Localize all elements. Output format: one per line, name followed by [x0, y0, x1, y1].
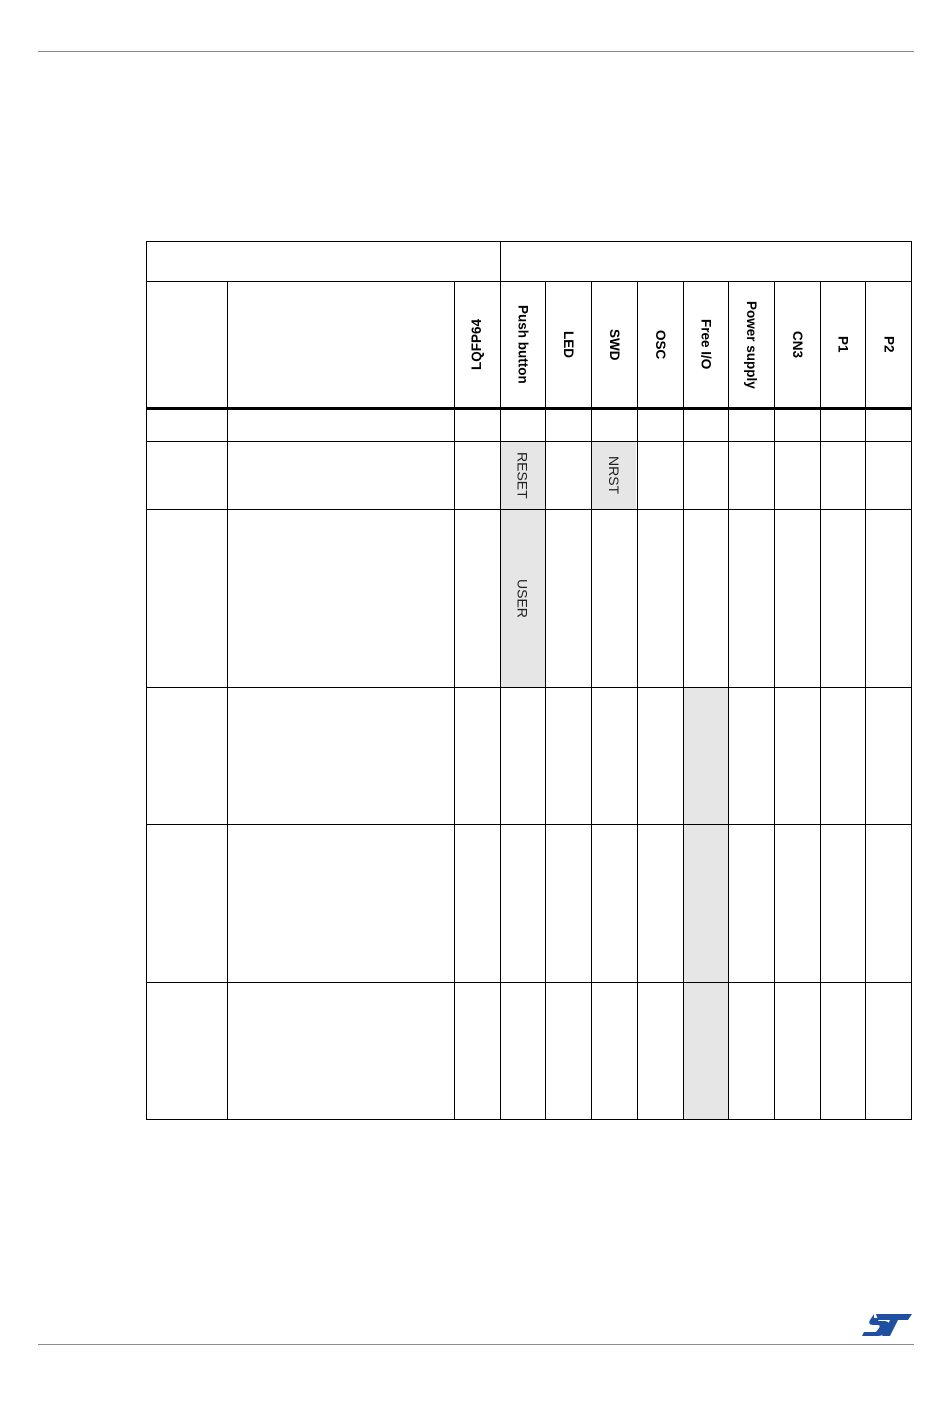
pin-assignment-table	[146, 241, 912, 1120]
column-header-push-button: Push button	[515, 305, 531, 384]
column-header-lqfp64: LQFP64	[469, 318, 485, 370]
header-rule	[38, 51, 914, 52]
footer-rule	[38, 1344, 914, 1345]
cell-user: USER	[514, 578, 531, 618]
st-logo-icon	[862, 1312, 914, 1338]
column-header-power-supply: Power supply	[743, 300, 759, 389]
column-header-p2: P2	[881, 336, 897, 353]
column-header-osc: OSC	[652, 329, 668, 360]
column-header-swd: SWD	[606, 328, 622, 361]
column-header-cn3: CN3	[789, 330, 805, 358]
cell-reset: RESET	[514, 451, 531, 499]
cell-nrst: NRST	[606, 455, 622, 495]
column-header-free-io: Free I/O	[698, 319, 714, 370]
column-header-p1: P1	[835, 336, 851, 353]
column-header-led: LED	[560, 331, 576, 358]
